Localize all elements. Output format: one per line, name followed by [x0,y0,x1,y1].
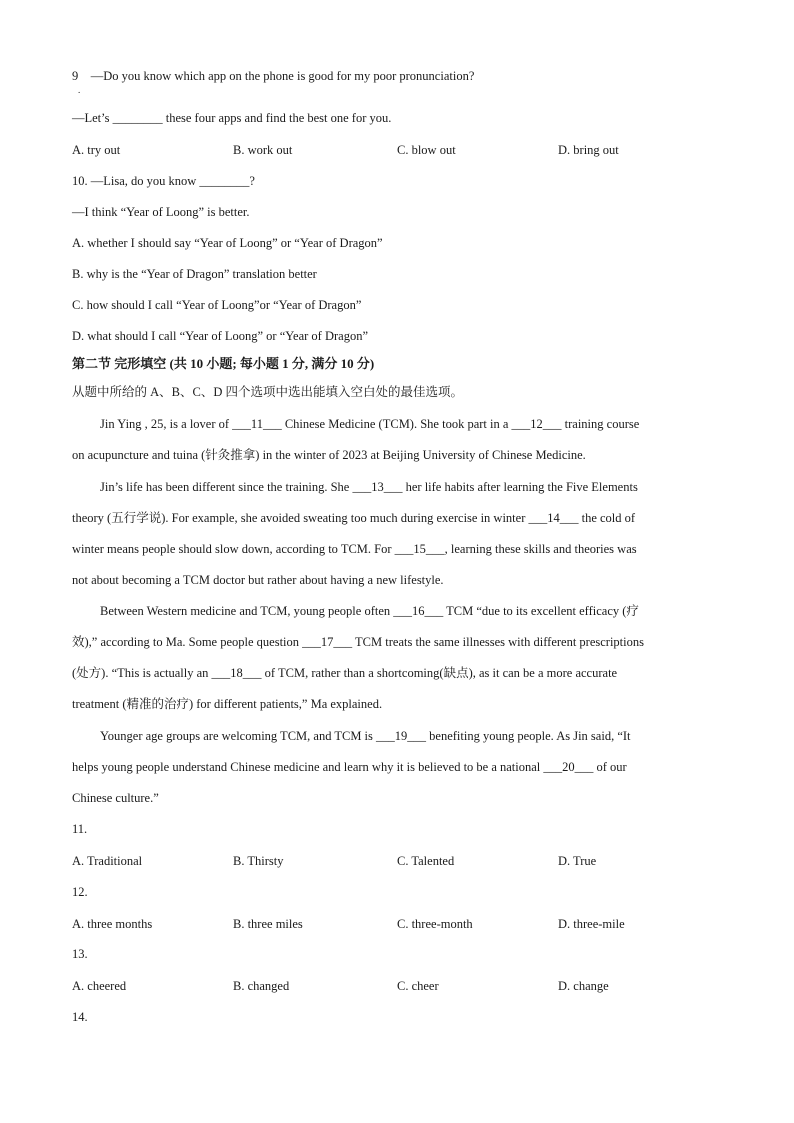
q13-option-d: D. change [558,979,609,993]
q11-option-a: A. Traditional [72,854,143,868]
q10-option-d: D. what should I call “Year of Loong” or “Year of Dragon” [72,329,368,343]
q12-option-c: C. three-month [397,917,473,931]
q11-option-c: C. Talented [397,854,455,868]
passage-p2-line1: Jin’s life has been different since the training. She ___13___ her life habits after learning the Five Elements [100,480,638,494]
q11-option-b: B. Thirsty [233,854,284,868]
q10-answer: —I think “Year of Loong” is better. [72,205,250,219]
q9-option-c: C. blow out [397,143,456,157]
passage-p4-line2: helps young people understand Chinese medicine and learn why it is believed to be a national ___20___ of our [72,760,627,774]
q13-option-a: A. cheered [72,979,127,993]
passage-p4-line3: Chinese culture.” [72,791,159,805]
q9-question: 9 —Do you know which app on the phone is good for my poor pronunciation? [72,69,475,83]
passage-p2-line2: theory (五行学说). For example, she avoided sweating too much during exercise in winter ___14___ the cold of [72,511,636,525]
q13-option-c: C. cheer [397,979,439,993]
q13-option-b: B. changed [233,979,290,993]
q10-option-c: C. how should I call “Year of Loong”or “Year of Dragon” [72,298,362,312]
passage-p2-line3: winter means people should slow down, according to TCM. For ___15___, learning these skills and theories was [72,542,637,556]
question-12-number: 12. [72,885,88,899]
passage-p3-line2: 效),” according to Ma. Some people question ___17___ TCM treats the same illnesses with different prescriptions [72,635,644,649]
q10-option-b: B. why is the “Year of Dragon” translation better [72,267,317,281]
q12-option-d: D. three-mile [558,917,625,931]
q10-question: 10. —Lisa, do you know ________? [72,174,255,188]
q9-option-d: D. bring out [558,143,619,157]
q9-number-dot: . [78,85,81,95]
question-11-number: 11. [72,822,88,836]
question-13-number: 13. [72,947,88,961]
section-title: 第二节 完形填空 (共 10 小题; 每小题 1 分, 满分 10 分) [72,356,375,371]
question-14-number: 14. [72,1010,88,1024]
passage-p1-line1: Jin Ying , 25, is a lover of ___11___ Chinese Medicine (TCM). She took part in a ___12___ training course [100,417,640,431]
q9-option-b: B. work out [233,143,293,157]
q10-option-a: A. whether I should say “Year of Loong” or “Year of Dragon” [72,236,383,250]
passage-p1-line2: on acupuncture and tuina (针灸推拿) in the winter of 2023 at Beijing University of Chinese Medicine. [72,448,586,462]
passage-p3-line1: Between Western medicine and TCM, young people often ___16___ TCM “due to its excellent efficacy (疗 [100,604,639,618]
passage-p2-line4: not about becoming a TCM doctor but rather about having a new lifestyle. [72,573,444,587]
q12-option-a: A. three months [72,917,153,931]
q12-option-b: B. three miles [233,917,303,931]
passage-p3-line4: treatment (精准的治疗) for different patients,” Ma explained. [72,697,383,711]
section-instruction: 从题中所给的 A、B、C、D 四个选项中选出能填入空白处的最佳选项。 [72,385,463,399]
passage-p3-line3: (处方). “This is actually an ___18___ of TCM, rather than a shortcoming(缺点), as it can be a more accurate [72,666,618,680]
q9-answer: —Let’s ________ these four apps and find the best one for you. [72,111,392,125]
passage-p4-line1: Younger age groups are welcoming TCM, and TCM is ___19___ benefiting young people. As Jin said, “It [100,729,631,743]
q11-option-d: D. True [558,854,597,868]
q9-option-a: A. try out [72,143,121,157]
